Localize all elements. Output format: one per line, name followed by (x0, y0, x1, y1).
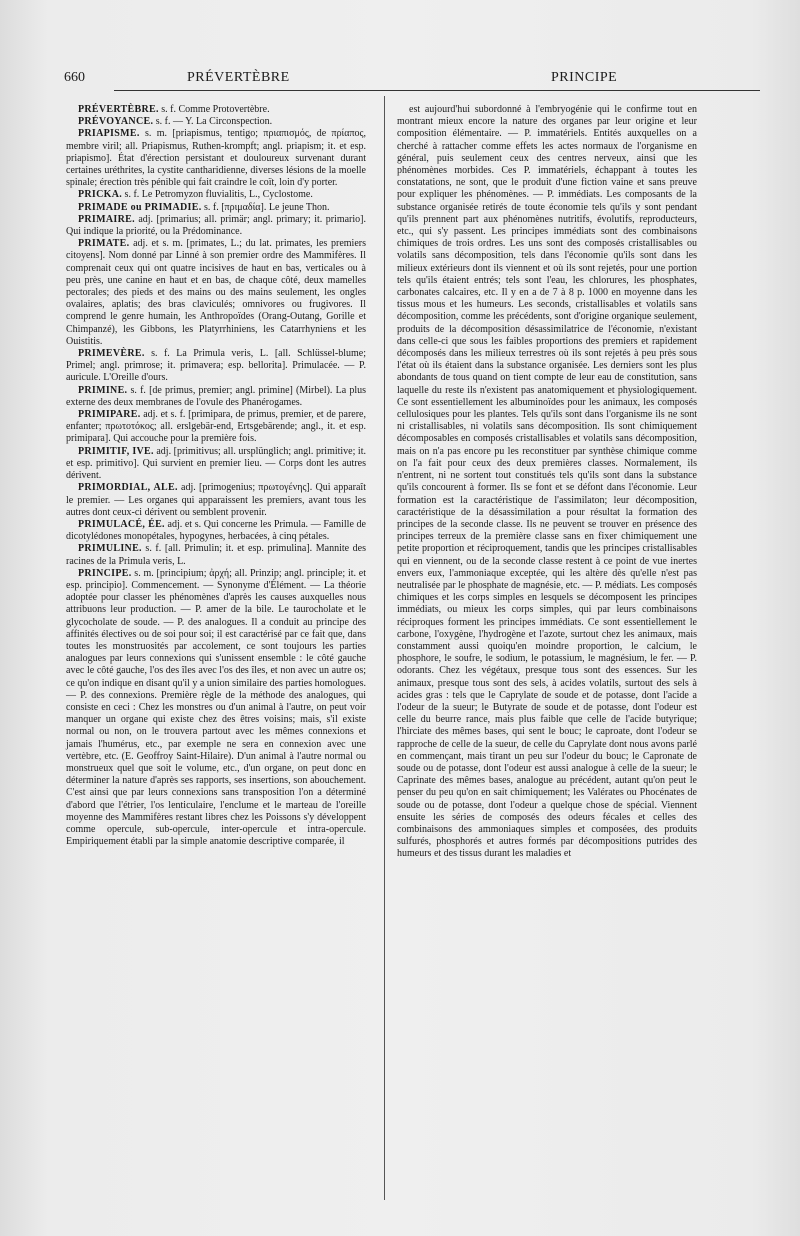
dictionary-entry (66, 202, 366, 214)
entry-text: s. f. [πριμαδία]. Le jeune Thon. (201, 201, 330, 213)
entry-headword: PRIMEVÈRE. (78, 348, 145, 360)
left-column (66, 104, 366, 848)
entry-headword: PRIMITIF, IVE. (78, 445, 154, 457)
dictionary-entry (66, 116, 366, 128)
continuation-paragraph: est aujourd'hui subordonné à l'embryogénie qui le confirme tout en montrant mieux encore la nature des organes par leur origine et leur composition élémentaire. — P. immatériels. Entités auxquelles on a cherché à rattacher comme effets les actes normaux de l'organisme en général, puis seulement ceux des centres nerveux, ainsi que les phénomènes morbides. Ces P. immatériels, échappant à toutes les constatations, ne sont, que le produit d'une fiction vaine et sans preuve pour expliquer les phénomènes. — P. immédiats. Les composants de la substance organisée retirés de toute économie tels qu'ils y sont pendant qu'ils prennent part aux phénomènes nutritifs, évolutifs, reproducteurs, etc., qui s'y passent. Les principes immédiats sont des combinaisons chimiques de trois ordres. Les uns sont des composés cristallisables ou volatils sans décomposition, tels dans l'économie qu'ils sont dans les milieux extérieurs dont ils viennent et où ils sont rejetés, pour une portion tels qu'ils étaient entrés; tels sont l'eau, les chlorures, les phosphates, carbonates calcaires, etc. Il y en a de 7 à 8 p. 1000 en moyenne dans les tissus mous et les humeurs. Les seconds, cristallisables et volatils sans décomposition, comme les précédents, sont d'origine organique seulement, produits de la décomposition désassimilatrice de l'économie, n'existant dans celle-ci que sous les faibles proportions des premiers et rapidement décomposés dans les milieux terrestres où ils sont rejetés à peu près sous l'état où ils étaient dans la substance organisée. Les derniers sont les plus abondants de tous quand on tient compte de leur eau de constitution, sans laquelle du reste ils n'existent pas anatomiquement et physiologiquement. Ce sont essentiellement les albuminoïdes pour les animaux, les composés cellulosiques pour les plantes. Tels qu'ils sont dans l'organisme ils ne sont ni cristallisables, ni volatils sans décomposition. Ils sont chimiquement décomposables en composés cristallisables et volatils sans décomposition, mais on n'a pas encore pu les reconstituer par synthèse chimique comme on l'a fait pour ceux des deux premières classes. Normalement, ils n'entrent, ni ne sortent tout constitués tels qu'ils sont dans la substance qu'ils concourent à former. Ils se font et se défont dans l'économie. Leur formation est la caractéristique de l'assimilaton; leur décomposition, caractéristique de la désassimilation a pour résultat la formation des principes de la seconde classe. Ils ne peuvent se trouver en présence des principes terreux de la première classe sans en fixer chimiquement une petite proportion et réciproquement, tandis que les principes cristallisables qui en viennent, ou de la seconde classe restent à ce point de vue inertes envers eux, l'ammoniaque exceptée, qui les altère dès qu'elle n'est pas neutralisée par le phosphate de magnésie, etc. — P. médiats. Les composés chimiques et les corps simples en lesquels se décomposent les principes immédiats, ou mieux les corps simples, qui par leurs combinaisons réciproques forment les principes immédiats. Ce sont essentiellement le carbone, l'oxygène, l'hydrogène et l'azote, surtout chez les animaux, mais constamment aussi quoiqu'en moindre proportion, le calcium, le phosphore, le soufre, le sodium, le potassium, le magnésium, le fer. — P. odorants. Chez les végétaux, presque tous sont des essences. Sur les animaux, presque tous sont des sels, à acides volatils, surtout des sels à acides gras : tels que le Caprylate de soude et de potasse, dont l'acide a l'odeur de la sueur; le Butyrate de soude et de potasse, dont l'odeur est celle du beurre rance, mais plus faible que celle de l'acide butyrique; l'hirciate des mêmes bases, qui sent le bouc; le caproate, dont l'odeur se rapproche de celle de la sueur, de celle du Caprylate dont nous avons parlé en commençant, mais tirant un peu sur l'odeur du bouc; le Capronate de soude ou de potasse, dont l'odeur est aussi analogue à celle de la sueur; le Caprinate des mêmes bases, analogue au précédent, autant qu'on peut le penser du peu qu'on en sait chimiquement; les Valérates ou Phocénates de soude ou de potasse, dont l'odeur a quelque chose de spécial. Viennent ensuite les séries de composés des odeurs fécales et celles des combinaisons des ammoniaques simples et composées, des produits sulfurés, phosphorés et autres formés par décompositions putrides des humeurs et des tissus durant les maladies et (397, 104, 697, 860)
entry-headword: PRIMIPARE. (78, 409, 141, 421)
entry-text: adj. [primogenius; πρωτογένης]. Qui apparaît le premier. — Les organes qui apparaissent les premiers, avant tous les autres dont ceux-ci dérivent ou semblent provenir. (66, 482, 366, 518)
entry-text: s. f. Le Petromyzon fluvialitis, L., Cyclostome. (122, 189, 313, 201)
running-head-left: PRÉVERTÈBRE (187, 70, 290, 85)
entry-text: s. f. Comme Protovertèbre. (158, 104, 270, 115)
entry-headword: PRICKA. (78, 189, 123, 201)
entry-text: adj. [primitivus; all. ursplünglich; angl. primitive; it. et esp. primitivo]. Qui survient en premier lieu. — Corps dont les autres dérivent. (66, 445, 366, 482)
dictionary-entry (66, 238, 366, 348)
entry-headword: PRIMORDIAL, ALE. (78, 482, 178, 494)
entry-text: adj. et s. m. [primates, L.; du lat. primates, les premiers citoyens]. Nom donné par Linné à son premier ordre des Mammifères. Il comprenait ceux qui ont quatre incisives de haut en bas, verticales ou à peu près, une canine en haut et en bas, de chaque côté, deux mamelles pectorales; des pieds et des mains ou des mains seulement, les ongles ovalaires, aplatis; des bras claviculés; omnivores ou frugivores. Il comprend le genre humain, les Anthropoïdes (Orang-Outang, Gorille et Chimpanzé), les Gibbons, les Platyrrhiniens, les Catarrhyniens et les Ouistitis. (66, 238, 366, 347)
entry-text: adj. et s. Qui concerne les Primula. — Famille de dicotylédones monopétales, hypogynes, herbacées, à cinq pétales. (66, 518, 366, 543)
entry-headword: PRÉVERTÈBRE. (78, 104, 159, 115)
entry-headword: PRIMULINE. (78, 543, 142, 555)
entry-text: s. f. [de primus, premier; angl. primine] (Mirbel). La plus externe des deux membranes de l'ovule des Phanérogames. (66, 384, 366, 408)
dictionary-entry (66, 348, 366, 385)
entry-headword: PRIMADE ou PRIMADIE. (78, 201, 202, 213)
entry-headword: PRIMINE. (78, 384, 128, 396)
right-column (397, 104, 697, 861)
entry-headword: PRINCIPE. (78, 567, 132, 579)
entry-text: s. f. [all. Primulin; it. et esp. primulina]. Mannite des racines de la Primula veris, L. (66, 543, 366, 567)
dictionary-entry (66, 409, 366, 446)
entry-headword: PRIAPISME. (78, 128, 140, 140)
dictionary-entry (66, 568, 366, 849)
header-rule-left (114, 90, 418, 91)
dictionary-entry (66, 446, 366, 483)
entry-headword: PRIMAIRE. (78, 213, 135, 225)
entry-text: s. m. [principium; ἀρχή; all. Prinzip; angl. principle; it. et esp. principio]. Commencement. — Synonyme d'Élément. — La théorie adoptée pour classer les phénomènes d'après les causes auxquelles nous attribuons leur production. — P. amer de la bile. Le taurocholate et le glycocholate de soude. — P. des analogues. Il a conduit au principe des affinités électives ou de soi pour soi; il est caractérisé par ce fait que, dans toutes les monstruosités par accolement, ce sont toujours les parties analogues par leurs connexions qui s'unissent ensemble : le côté gauche avec le côté gauche, l'os des îles avec l'os des îles, et non avec un autre os; ce qu'on indique en disant qu'il y a union similaire des parties homologues. — P. des connexions. Première règle de la méthode des analogues, qui consiste en ceci : Chez les monstres ou d'un animal à l'autre, on peut voir manquer un organe qui existe chez des êtres voisins; mais, s'il existe normal ou non, on le trouvera partout avec les mêmes connexions et jamais l'humérus, etc., par exemple ne sera en connexion avec une vertèbre, etc. (E. Geoffroy Saint-Hilaire). D'un animal à l'autre normal ou monstrueux quel que soit le volume, etc., d'un organe, on peut donc en déterminer la nature d'après ses rapports, ses insertions, son abouchement. C'est ainsi que par leurs connexions sans transposition l'on a déterminé d'abord que l'étrier, l'os lenticulaire, l'enclume et le marteau de l'oreille moyenne des Mammifères restant libres chez les Poissons s'y développent comme opercule, sub-opercule, inter-opercule et intra-opercule. Empiriquement établi par la simple anatomie descriptive comparée, il (66, 567, 366, 848)
dictionary-entry (66, 128, 366, 189)
page-number: 660 (64, 70, 85, 85)
entry-text: adj. et s. f. [primipara, de primus, premier, et de parere, enfanter; πρωτοτόκος; all. erslgebär-end, Ertsgebärende; angl., it. et esp. primipara]. Qui accouche pour la première fois. (66, 409, 366, 445)
entry-text: s. f. — Y. La Circonspection. (153, 116, 273, 128)
dictionary-entry (66, 543, 366, 567)
entry-headword: PRÉVOYANCE. (78, 116, 154, 128)
dictionary-entry (66, 214, 366, 238)
entry-text: s. f. La Primula veris, L. [all. Schlüssel-blume; Primel; angl. primrose; it. primavera; esp. bellorita]. Primulacée. — P. auricule. L'Oreille d'ours. (66, 348, 366, 384)
entry-text: s. m. [priapismus, tentigo; πριαπισμός, de πρίαπος, membre viril; all. Priapismus, Ruthen-krompft; angl. priapism; it. et esp. priapismo]. État d'érection persistant et douloureux survenant durant certaines uréthrites, la cystite cantharidienne, diverses lésions de la moelle spinale; érection très pénible qui fait craindre le coït, loin d'y porter. (66, 128, 366, 189)
dictionary-entry (66, 189, 366, 201)
entry-text: adj. [primarius; all. primär; angl. primary; it. primario]. Qui indique la priorité, ou la Prédominance. (66, 213, 366, 238)
dictionary-entry (66, 519, 366, 543)
dictionary-entry (66, 104, 366, 116)
dictionary-entry (66, 385, 366, 409)
dictionary-entry (66, 482, 366, 519)
entry-headword: PRIMULACÉ, ÉE. (78, 518, 165, 530)
column-divider (384, 96, 385, 1200)
header-rule-right (404, 90, 760, 91)
page-header (64, 64, 760, 94)
running-head-right: PRINCIPE (551, 70, 618, 85)
entry-headword: PRIMATE. (78, 238, 130, 250)
